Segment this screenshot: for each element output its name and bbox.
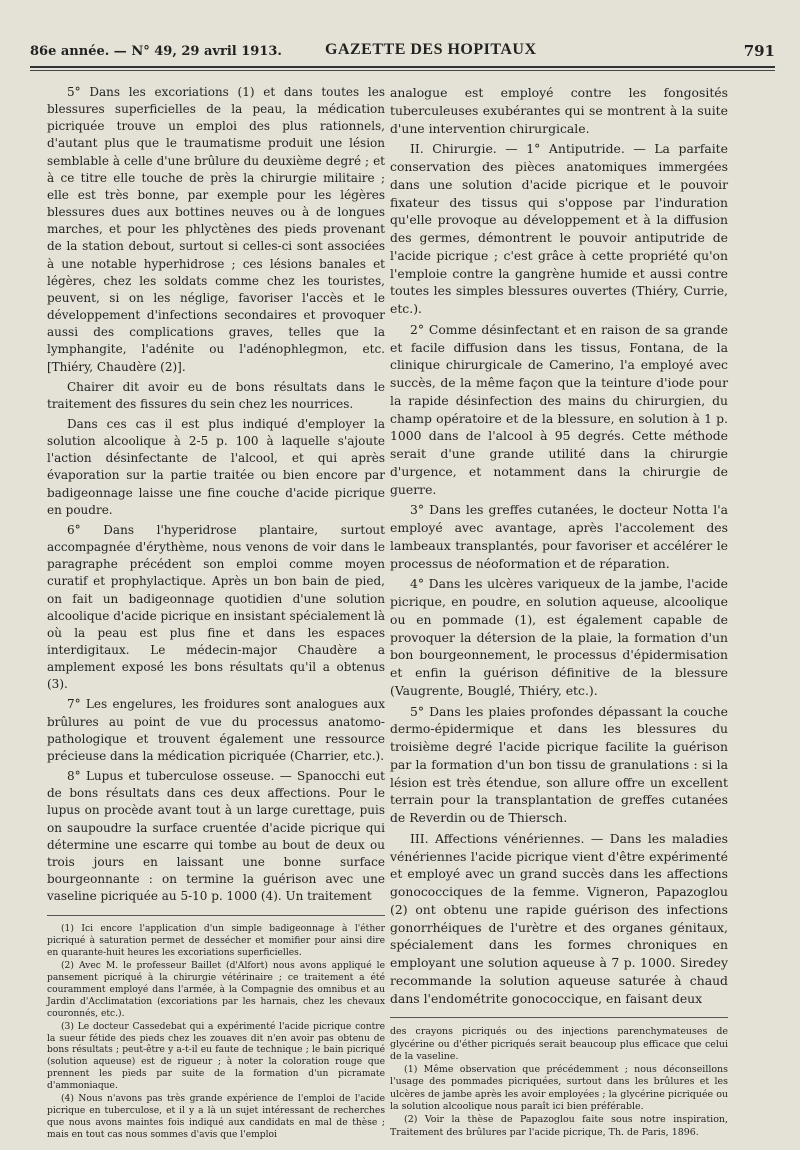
issue-info: 86e année. — N° 49, 29 avril 1913.: [30, 44, 282, 59]
footnote-3: (3) Le docteur Cassedebat qui a expérimenté l'acide picrique contre la sueur fétide des pieds chez les zouaves dit n'en avoir pas obtenu de bons résultats ; peut-être y a-t-il eu faute de technique ; le bain picriqué (solution aqueuse) est de rigueur ; à noter la coloration rouge que prennent les pieds par suite de la formation d'un picramate d'ammoniaque.: [47, 1021, 385, 1092]
footnote-continuation: des crayons picriqués ou des injections parenchymateuses de glycérine ou d'éther picriqués serait beaucoup plus efficace que celui de la vaseline.: [390, 1026, 728, 1062]
header-rule-thin: [30, 70, 775, 71]
paragraph-engelures: 7° Les engelures, les froidures sont analogues aux brûlures au point de vue du processus anatomo-pathologique et trouvent également une ressource précieuse dans la médication picriquée (Charrier, etc.).: [47, 697, 385, 763]
paragraph-plaies: 5° Dans les plaies profondes dépassant la couche dermo-épidermique et dans les blessures du troisième degré l'acide picrique facilite la guérison par la formation d'un bon tissu de granulations : si la lésion est très étendue, son allure offre un excellent terrain pour la transplantation de greffes cutanées de Reverdin ou de Thiersch.: [390, 703, 728, 825]
paragraph-desinfectant: 2° Comme désinfectant et en raison de sa grande et facile diffusion dans les tissus, Fontana, de la clinique chirurgicale de Camerino, l'a employé avec succès, de la même façon que la teinture d'iode pour la rapide désinfection des mains du chirurgien, du champ opératoire et de la blessure, en solution à 1 p. 1000 dans de l'alcool à 95 degrés. Cette méthode serait d'une grande utilité dans la chirurgie d'urgence, et notamment dans la chirurgie de guerre.: [390, 321, 728, 497]
footnote-4: (4) Nous n'avons pas très grande expérience de l'emploi de l'acide picrique en tuberculose, et il y a là un sujet intéressant de recherches que nous avons maintes fois indiqué aux candidats en mal de thèse ; mais en tout cas nous sommes d'avis que l'emploi: [47, 1094, 385, 1140]
page-header: [30, 40, 775, 62]
header-rule-thick: [30, 66, 775, 68]
left-footnotes: [47, 924, 385, 1141]
footnote-rule: [47, 915, 385, 916]
footnote-1: (1) Ici encore l'application d'un simple badigeonnage à l'éther picriqué à saturation permet de dessécher et momifier pour ainsi dire en quarante-huit heures les excoriations superficielles.: [47, 924, 385, 959]
footnote-1: (1) Même observation que précédemment ; nous déconseillons l'usage des pommades picriquées, surtout dans les brûlures et les ulcères de jambe après les avoir employées ; la glycérine picriquée ou la solution alcoolique nous paraît ici bien préférable.: [390, 1064, 728, 1113]
footnote-2: (2) Avec M. le professeur Baillet (d'Alfort) nous avons appliqué le pansement picriqué à la chirurgie vétérinaire ; ce traitement a été couramment employé dans l'armée, à la Compagnie des omnibus et au Jardin d'Acclimatation (excoriations par les harnais, chez les chevaux couronnés, etc.).: [47, 961, 385, 1019]
paragraph-fissures: Chairer dit avoir eu de bons résultats dans le traitement des fissures du sein chez les nourrices.: [47, 379, 385, 411]
paragraph-lupus: 8° Lupus et tuberculose osseuse. — Spanocchi eut de bons résultats dans ces deux affections. Pour le lupus on procède avant tout à un large curettage, puis on saupoudre la surface cruentée d'acide picrique qui détermine une escarre qui tombe au bout de deux ou trois jours en laissant une bonne surface bourgeonnante : on termine la guérison avec une vaseline picriquée au 5-10 p. 1000 (4). Un traitement: [47, 769, 385, 904]
paragraph-chirurgie-antiputride: II. Chirurgie. — 1° Antiputride. — La parfaite conservation des pièces anatomiques immergées dans une solution d'acide picrique et le pouvoir fixateur des tissus qui s'oppose par l'induration qu'elle provoque au développement et à la diffusion des germes, démontrent le pouvoir antiputride de l'acide picrique ; c'est grâce à cette propriété qu'on l'emploie contre la gangrène humide et aussi contre toutes les simples blessures ouvertes (Thiéry, Currie, etc.).: [390, 141, 728, 316]
left-column: [47, 84, 385, 1143]
page-number: 791: [743, 42, 775, 60]
right-footnotes: [390, 1026, 728, 1139]
paragraph-veneriennes: III. Affections vénériennes. — Dans les maladies vénériennes l'acide picrique vient d'être expérimenté et employé avec un grand succès dans les affections gonococciques de la femme. Vigneron, Papazoglou (2) ont obtenu une rapide guérison des infections gonorrhéiques de l'urètre et des organes génitaux, spécialement dans les formes chroniques en employant une solution aqueuse à 7 p. 1000. Siredey recommande la solution aqueuse saturée à chaud dans l'endométrite gonococcique, en faisant deux: [390, 830, 728, 1006]
paragraph-greffes: 3° Dans les greffes cutanées, le docteur Notta l'a employé avec avantage, après l'accolement des lambeaux transplantés, pour favoriser et accélérer le processus de néoformation et de réparation.: [390, 502, 728, 571]
footnote-rule: [390, 1017, 728, 1018]
paragraph-hyperidrose: 6° Dans l'hyperidrose plantaire, surtout accompagnée d'érythème, nous venons de voir dans le paragraphe précédent son emploi comme moyen curatif et prophylactique. Après un bon bain de pied, on fait un badigeonnage quotidien d'une solution alcoolique d'acide picrique en insistant spécialement là où la peau est plus fine et dans les espaces interdigitaux. Le médecin-major Chaudère a amplement exposé les bons résultats qu'il a obtenus (3).: [47, 522, 385, 692]
paragraph-ulceres: 4° Dans les ulcères variqueux de la jambe, l'acide picrique, en poudre, en solution aqueuse, alcoolique ou en pommade (1), est également capable de provoquer la détersion de la plaie, la formation d'un bon bourgeonnement, le processus d'épidermisation et enfin la guérison définitive de la blessure (Vaugrente, Bouglé, Thiéry, etc.).: [390, 576, 728, 698]
journal-title: GAZETTE DES HOPITAUX: [325, 41, 537, 58]
paragraph-excoriations: 5° Dans les excoriations (1) et dans toutes les blessures superficielles de la peau, la médication picriquée trouve un emploi des plus rationnels, d'autant plus que le traumatisme produit une lésion semblable à celle d'une brûlure du deuxième degré ; et à ce titre elle touche de près la chirurgie militaire ; elle est très bonne, par exemple pour les légères blessures dues aux bottines neuves ou à de longues marches, et pour les phlyctènes des pieds provenant de la station debout, surtout si celles-ci sont associées à une notable hyperhidrose ; ces lésions banales et légères, chez les soldats comme chez les touristes, peuvent, si on les néglige, favoriser l'accès et le développement d'infections secondaires et provoquer aussi des complications graves, telles que la lymphangite, l'adénite ou l'adénophlegmon, etc. [Thiéry, Chaudère (2)].: [47, 85, 385, 374]
right-column: [390, 84, 728, 1140]
footnote-2: (2) Voir la thèse de Papazoglou faite sous notre inspiration, Traitement des brûlures par l'acide picrique, Th. de Paris, 1896.: [390, 1114, 728, 1138]
paragraph-alcoholic-solution: Dans ces cas il est plus indiqué d'employer la solution alcoolique à 2-5 p. 100 à laquelle s'ajoute l'action désinfectante de l'alcool, et qui après évaporation sur la partie traitée ou bien encore par badigeonnage laisse une fine couche d'acide picrique en poudre.: [47, 416, 385, 517]
paragraph-continuation: analogue est employé contre les fongosités tuberculeuses exubérantes qui se montrent à la suite d'une intervention chirurgicale.: [390, 85, 728, 136]
